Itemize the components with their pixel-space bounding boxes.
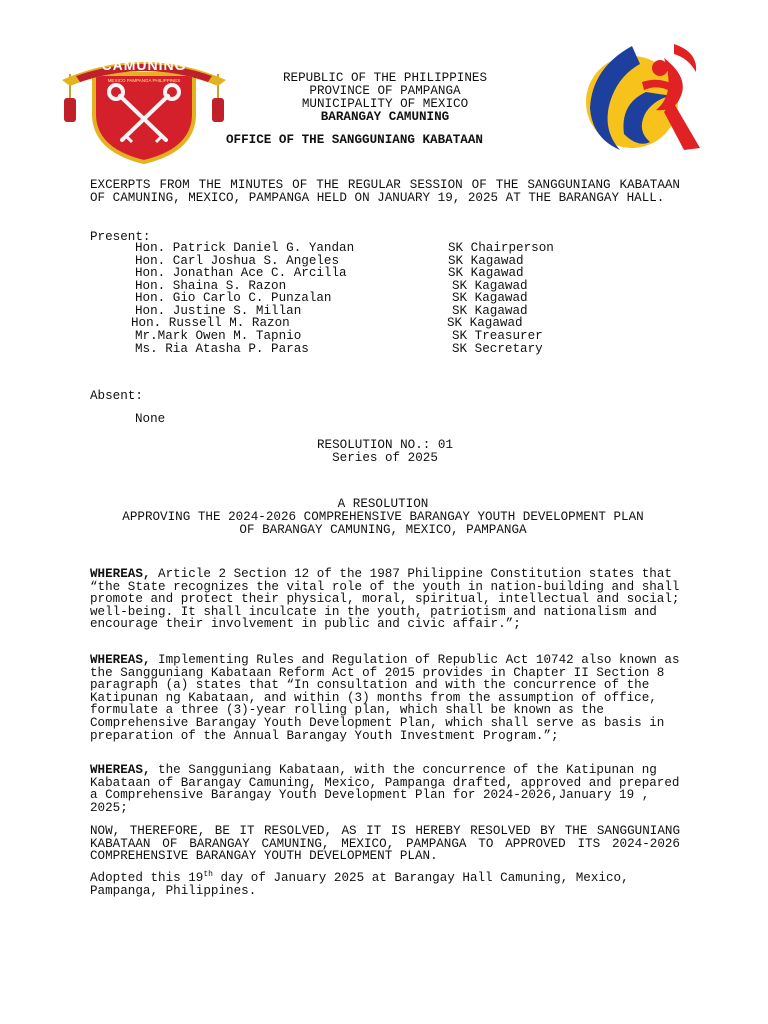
whereas-clause-3	[90, 764, 680, 814]
resolution-title-line-1: A RESOLUTION	[337, 497, 429, 511]
whereas-clause-1	[90, 568, 680, 631]
resolution-series: Series of 2025	[332, 451, 438, 465]
member-name: Hon. Gio Carlo C. Punzalan	[135, 291, 332, 305]
resolution-number: RESOLUTION NO.: 01	[316, 438, 454, 452]
member-position: SK Kagawad	[452, 304, 528, 318]
member-position: SK Secretary	[452, 342, 543, 356]
resolution-number-block	[90, 439, 680, 465]
whereas-label: WHEREAS,	[90, 763, 151, 777]
whereas-text: Article 2 Section 12 of the 1987 Philippine Constitution states that “the State recognizes the vital role of the youth in nation-building and shall promote and protect their physical, moral, spiritual, intellectual and social; well-being. It shall inculcate in the youth, patriotism and nationalism and encourage their involvement in public and civic affair.”;	[90, 567, 680, 632]
header-line-1: REPUBLIC OF THE PHILIPPINES	[282, 71, 488, 85]
member-name: Hon. Jonathan Ace C. Arcilla	[135, 266, 347, 280]
member-position: SK Kagawad	[452, 291, 528, 305]
resolution-title-block	[80, 498, 686, 536]
member-position: SK Kagawad	[448, 266, 524, 280]
member-name: Ms. Ria Atasha P. Paras	[135, 342, 309, 356]
adopted-pre: Adopted this 19	[90, 871, 204, 885]
header-barangay: BARANGAY CAMUNING	[320, 110, 450, 124]
member-name: Hon. Justine S. Millan	[135, 304, 302, 318]
member-position: SK Kagawad	[448, 254, 524, 268]
adopted-paragraph	[90, 869, 680, 898]
member-position: SK Kagawad	[452, 279, 528, 293]
member-name: Hon. Russell M. Razon	[131, 316, 290, 330]
resolution-title-line-2: APPROVING THE 2024-2026 COMPREHENSIVE BARANGAY YOUTH DEVELOPMENT PLAN	[122, 509, 644, 524]
member-position: SK Kagawad	[447, 316, 523, 330]
resolution-title-line-3: OF BARANGAY CAMUNING, MEXICO, PAMPANGA	[239, 522, 527, 537]
absent-label: Absent:	[90, 389, 143, 403]
whereas-label: WHEREAS,	[90, 567, 151, 581]
sk-logo	[580, 38, 710, 156]
member-position: SK Treasurer	[452, 329, 543, 343]
whereas-text: the Sangguniang Kabataan, with the concurrence of the Katipunan ng Kabataan of Barangay Camuning, Mexico, Pampanga drafted, approved and prepared a Comprehensive Barangay Youth Development Plan for 2024-2026,January 19 , 2025;	[90, 763, 680, 815]
member-name: Hon. Patrick Daniel G. Yandan	[135, 241, 355, 255]
member-position: SK Chairperson	[448, 241, 554, 255]
header-line-3: MUNICIPALITY OF MEXICO	[301, 97, 469, 111]
member-name: Hon. Shaina S. Razon	[135, 279, 287, 293]
whereas-label: WHEREAS,	[90, 653, 151, 667]
member-name: Mr.Mark Owen M. Tapnio	[135, 329, 302, 343]
absent-value: None	[135, 412, 166, 426]
seal-banner-text: CAMUNING	[101, 57, 187, 73]
now-therefore-paragraph: NOW, THEREFORE, BE IT RESOLVED, AS IT IS HEREBY RESOLVED BY THE SANGGUNIANG KABATAAN OF BARANGAY CAMUNING, MEXICO, PAMPANGA TO APPROVED ITS 2024-2026 COMPREHENSIVE BARANGAY YOUTH DEVELOPMENT PLAN.	[90, 824, 680, 864]
header-block	[200, 72, 570, 124]
seal-small-text: MEXICO PAMPANGA PHILIPPINES	[107, 78, 181, 83]
present-label: Present:	[90, 230, 151, 244]
header-line-2: PROVINCE OF PAMPANGA	[309, 84, 461, 98]
excerpt-paragraph: EXCERPTS FROM THE MINUTES OF THE REGULAR SESSION OF THE SANGGUNIANG KABATAAN OF CAMUNING, MEXICO, PAMPANGA HELD ON JANUARY 19, 2025 AT THE BARANGAY HALL.	[90, 178, 680, 205]
adopted-sup: th	[203, 869, 213, 879]
member-name: Hon. Carl Joshua S. Angeles	[135, 254, 340, 268]
office-title: OFFICE OF THE SANGGUNIANG KABATAAN	[226, 133, 483, 147]
whereas-text: Implementing Rules and Regulation of Republic Act 10742 also known as the Sangguniang Kabataan Reform Act of 2015 provides in Chapter II Section 8 paragraph (a) states that “In consultation and with the concurrence of the Katipunan ng Kabataan, and within (3) months from the assumption of office, formulate a three (3)-year rolling plan, which shall be known as the Comprehensive Barangay Youth Development Plan, which shall serve as basis in preparation of the Annual Barangay Youth Investment Program.”;	[90, 653, 680, 743]
whereas-clause-2	[90, 654, 680, 742]
adopted-post: day of January 2025 at Barangay Hall Camuning, Mexico, Pampanga, Philippines.	[90, 871, 629, 898]
